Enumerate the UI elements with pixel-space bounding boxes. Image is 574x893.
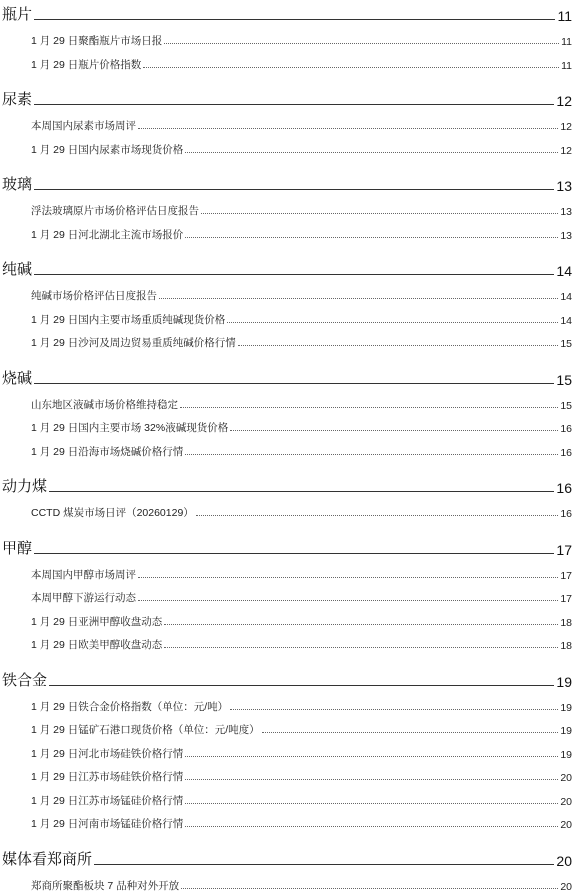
- toc-entry-page-number: 16: [560, 508, 572, 520]
- toc-entry[interactable]: [31, 202, 572, 218]
- toc-section[interactable]: [2, 670, 572, 690]
- toc-section[interactable]: [2, 849, 572, 869]
- toc-section-page-number: 11: [557, 8, 572, 24]
- toc-entry[interactable]: [31, 443, 572, 459]
- toc-entry[interactable]: [31, 56, 572, 72]
- leader-line: [34, 553, 554, 554]
- toc-entry-title: 本周国内尿素市场周评: [31, 120, 136, 132]
- toc-section[interactable]: [2, 174, 572, 194]
- toc-section-title: 媒体看郑商所: [2, 850, 93, 868]
- toc-entry-page-number: 20: [560, 795, 572, 808]
- toc-section-title: 玻璃: [2, 176, 33, 193]
- toc-entry-title: 1 月 29 日河南市场锰硅价格行情: [31, 818, 184, 830]
- toc-entry-page-number: 19: [560, 701, 572, 714]
- toc-entry-title: 1 月 29 日河北湖北主流市场报价: [31, 228, 184, 241]
- toc-entry[interactable]: [31, 334, 572, 350]
- toc-entry-title: 1 月 29 日锰矿石港口现货价格（单位：元/吨度）: [31, 724, 260, 736]
- toc-entry[interactable]: [31, 504, 572, 520]
- toc-entry-page-number: 11: [561, 59, 572, 72]
- leader-line: [180, 407, 558, 408]
- leader-line: [185, 152, 558, 153]
- toc-entry-title: 1 月 29 日聚酯瓶片市场日报: [31, 35, 163, 47]
- toc-entry-page-number: 20: [560, 819, 572, 831]
- leader-line: [34, 189, 554, 190]
- toc-section-title: 纯碱: [2, 261, 33, 278]
- toc-section-page-number: 16: [556, 480, 572, 496]
- leader-line: [34, 383, 554, 384]
- toc-entry-page-number: 18: [560, 616, 572, 629]
- toc-entry-page-number: 16: [560, 446, 572, 459]
- toc-entry-title: 1 月 29 日铁合金价格指数（单位：元/吨）: [31, 700, 229, 713]
- leader-line: [164, 43, 559, 44]
- toc-entry[interactable]: [31, 589, 572, 605]
- toc-entry-title: 本周甲醇下游运行动态: [31, 592, 136, 604]
- toc-entry-title: 郑商所聚酯板块 7 品种对外开放: [31, 879, 180, 892]
- leader-line: [230, 430, 558, 431]
- toc-entry-title: 浮法玻璃原片市场价格评估日度报告: [31, 205, 199, 217]
- toc-entry-title: 1 月 29 日河北市场硅铁价格行情: [31, 747, 184, 760]
- toc-section-page-number: 13: [556, 178, 572, 194]
- toc-entry-page-number: 20: [560, 772, 572, 784]
- toc-entry-page-number: 14: [560, 291, 572, 303]
- toc-entry[interactable]: [31, 419, 572, 435]
- toc-entry-page-number: 19: [560, 725, 572, 737]
- toc-entry-title: 1 月 29 日沙河及周边贸易重质纯碱价格行情: [31, 337, 236, 349]
- leader-line: [185, 803, 558, 804]
- toc-entry-page-number: 13: [560, 206, 572, 218]
- toc-entry-title: 1 月 29 日欧美甲醇收盘动态: [31, 639, 163, 651]
- leader-line: [185, 826, 558, 827]
- toc-entry[interactable]: [31, 877, 572, 893]
- leader-line: [185, 237, 558, 238]
- leader-line: [94, 864, 554, 865]
- toc-entry-title: 1 月 29 日瓶片价格指数: [31, 58, 142, 71]
- toc-entry[interactable]: [31, 815, 572, 831]
- toc-section-title: 瓶片: [2, 6, 33, 23]
- toc-section-title: 甲醇: [2, 539, 33, 557]
- toc-entry[interactable]: [31, 396, 572, 412]
- toc-entry-title: 1 月 29 日亚洲甲醇收盘动态: [31, 615, 163, 628]
- leader-line: [230, 709, 558, 710]
- toc-entry[interactable]: [31, 698, 572, 714]
- leader-line: [262, 732, 559, 733]
- leader-line: [49, 685, 554, 686]
- leader-line: [159, 298, 558, 299]
- toc-entry-title: 本周国内甲醇市场周评: [31, 568, 136, 581]
- toc-entry-page-number: 11: [561, 36, 572, 48]
- toc-section-page-number: 20: [556, 852, 572, 869]
- toc-section-title: 动力煤: [2, 478, 48, 495]
- toc-section-title: 烧碱: [2, 369, 33, 387]
- leader-line: [138, 600, 558, 601]
- leader-line: [164, 624, 558, 625]
- leader-line: [196, 515, 559, 516]
- leader-line: [238, 345, 559, 346]
- toc-section[interactable]: [2, 89, 572, 109]
- toc-entry-page-number: 12: [560, 144, 572, 157]
- leader-line: [181, 888, 558, 889]
- toc-entry-page-number: 16: [560, 423, 572, 435]
- toc-entry-page-number: 13: [560, 229, 572, 242]
- toc-entry[interactable]: [31, 768, 572, 784]
- toc-entry[interactable]: [31, 287, 572, 303]
- toc-entry[interactable]: [31, 32, 572, 48]
- toc-section[interactable]: [2, 368, 572, 388]
- toc-entry-title: 1 月 29 日国内主要市场 32%液碱现货价格: [31, 422, 229, 434]
- toc-entry-title: 1 月 29 日沿海市场烧碱价格行情: [31, 445, 184, 458]
- toc-entry-title: CCTD 煤炭市场日评（20260129）: [31, 507, 194, 519]
- toc-entry-page-number: 15: [560, 338, 572, 350]
- toc-entry[interactable]: [31, 141, 572, 157]
- toc-section-title: 尿素: [2, 91, 33, 108]
- toc-section[interactable]: [2, 476, 572, 496]
- toc-entry-title: 纯碱市场价格评估日度报告: [31, 290, 157, 302]
- toc-entry[interactable]: [31, 721, 572, 737]
- leader-line: [34, 19, 555, 20]
- leader-line: [164, 647, 558, 648]
- leader-line: [138, 128, 558, 129]
- toc-entry[interactable]: [31, 613, 572, 629]
- toc-section[interactable]: [2, 538, 572, 558]
- leader-line: [138, 577, 558, 578]
- toc-entry-page-number: 14: [560, 314, 572, 327]
- toc-entry-page-number: 17: [560, 593, 572, 605]
- toc-section[interactable]: [2, 259, 572, 279]
- toc-section-page-number: 17: [556, 541, 572, 558]
- leader-line: [143, 67, 559, 68]
- leader-line: [34, 104, 554, 105]
- toc-section-page-number: 15: [556, 371, 572, 388]
- leader-line: [185, 779, 558, 780]
- leader-line: [201, 213, 558, 214]
- toc-entry-title: 1 月 29 日国内尿素市场现货价格: [31, 143, 184, 156]
- leader-line: [34, 274, 554, 275]
- toc-entry[interactable]: [31, 226, 572, 242]
- toc-entry-page-number: 15: [560, 399, 572, 412]
- toc-entry-page-number: 18: [560, 640, 572, 652]
- toc-section-page-number: 14: [556, 263, 572, 279]
- toc-entry-page-number: 19: [560, 748, 572, 761]
- toc-section[interactable]: [2, 4, 572, 24]
- toc-entry[interactable]: [31, 311, 572, 327]
- toc-entry[interactable]: [31, 636, 572, 652]
- leader-line: [227, 322, 558, 323]
- toc-entry-page-number: 12: [560, 121, 572, 133]
- leader-line: [49, 491, 554, 492]
- leader-line: [185, 454, 558, 455]
- toc-entry-page-number: 20: [560, 880, 572, 893]
- toc-entry[interactable]: [31, 566, 572, 582]
- toc-entry[interactable]: [31, 117, 572, 133]
- toc-section-title: 铁合金: [2, 671, 48, 689]
- leader-line: [185, 756, 558, 757]
- toc-section-page-number: 12: [556, 93, 572, 109]
- toc-entry-page-number: 17: [560, 569, 572, 582]
- toc-entry-title: 1 月 29 日江苏市场锰硅价格行情: [31, 794, 184, 807]
- toc-entry[interactable]: [31, 792, 572, 808]
- toc-entry[interactable]: [31, 745, 572, 761]
- toc-entry-title: 1 月 29 日江苏市场硅铁价格行情: [31, 771, 184, 783]
- toc-entry-title: 山东地区液碱市场价格维持稳定: [31, 398, 178, 411]
- toc-entry-title: 1 月 29 日国内主要市场重质纯碱现货价格: [31, 313, 226, 326]
- toc-section-page-number: 19: [556, 673, 572, 690]
